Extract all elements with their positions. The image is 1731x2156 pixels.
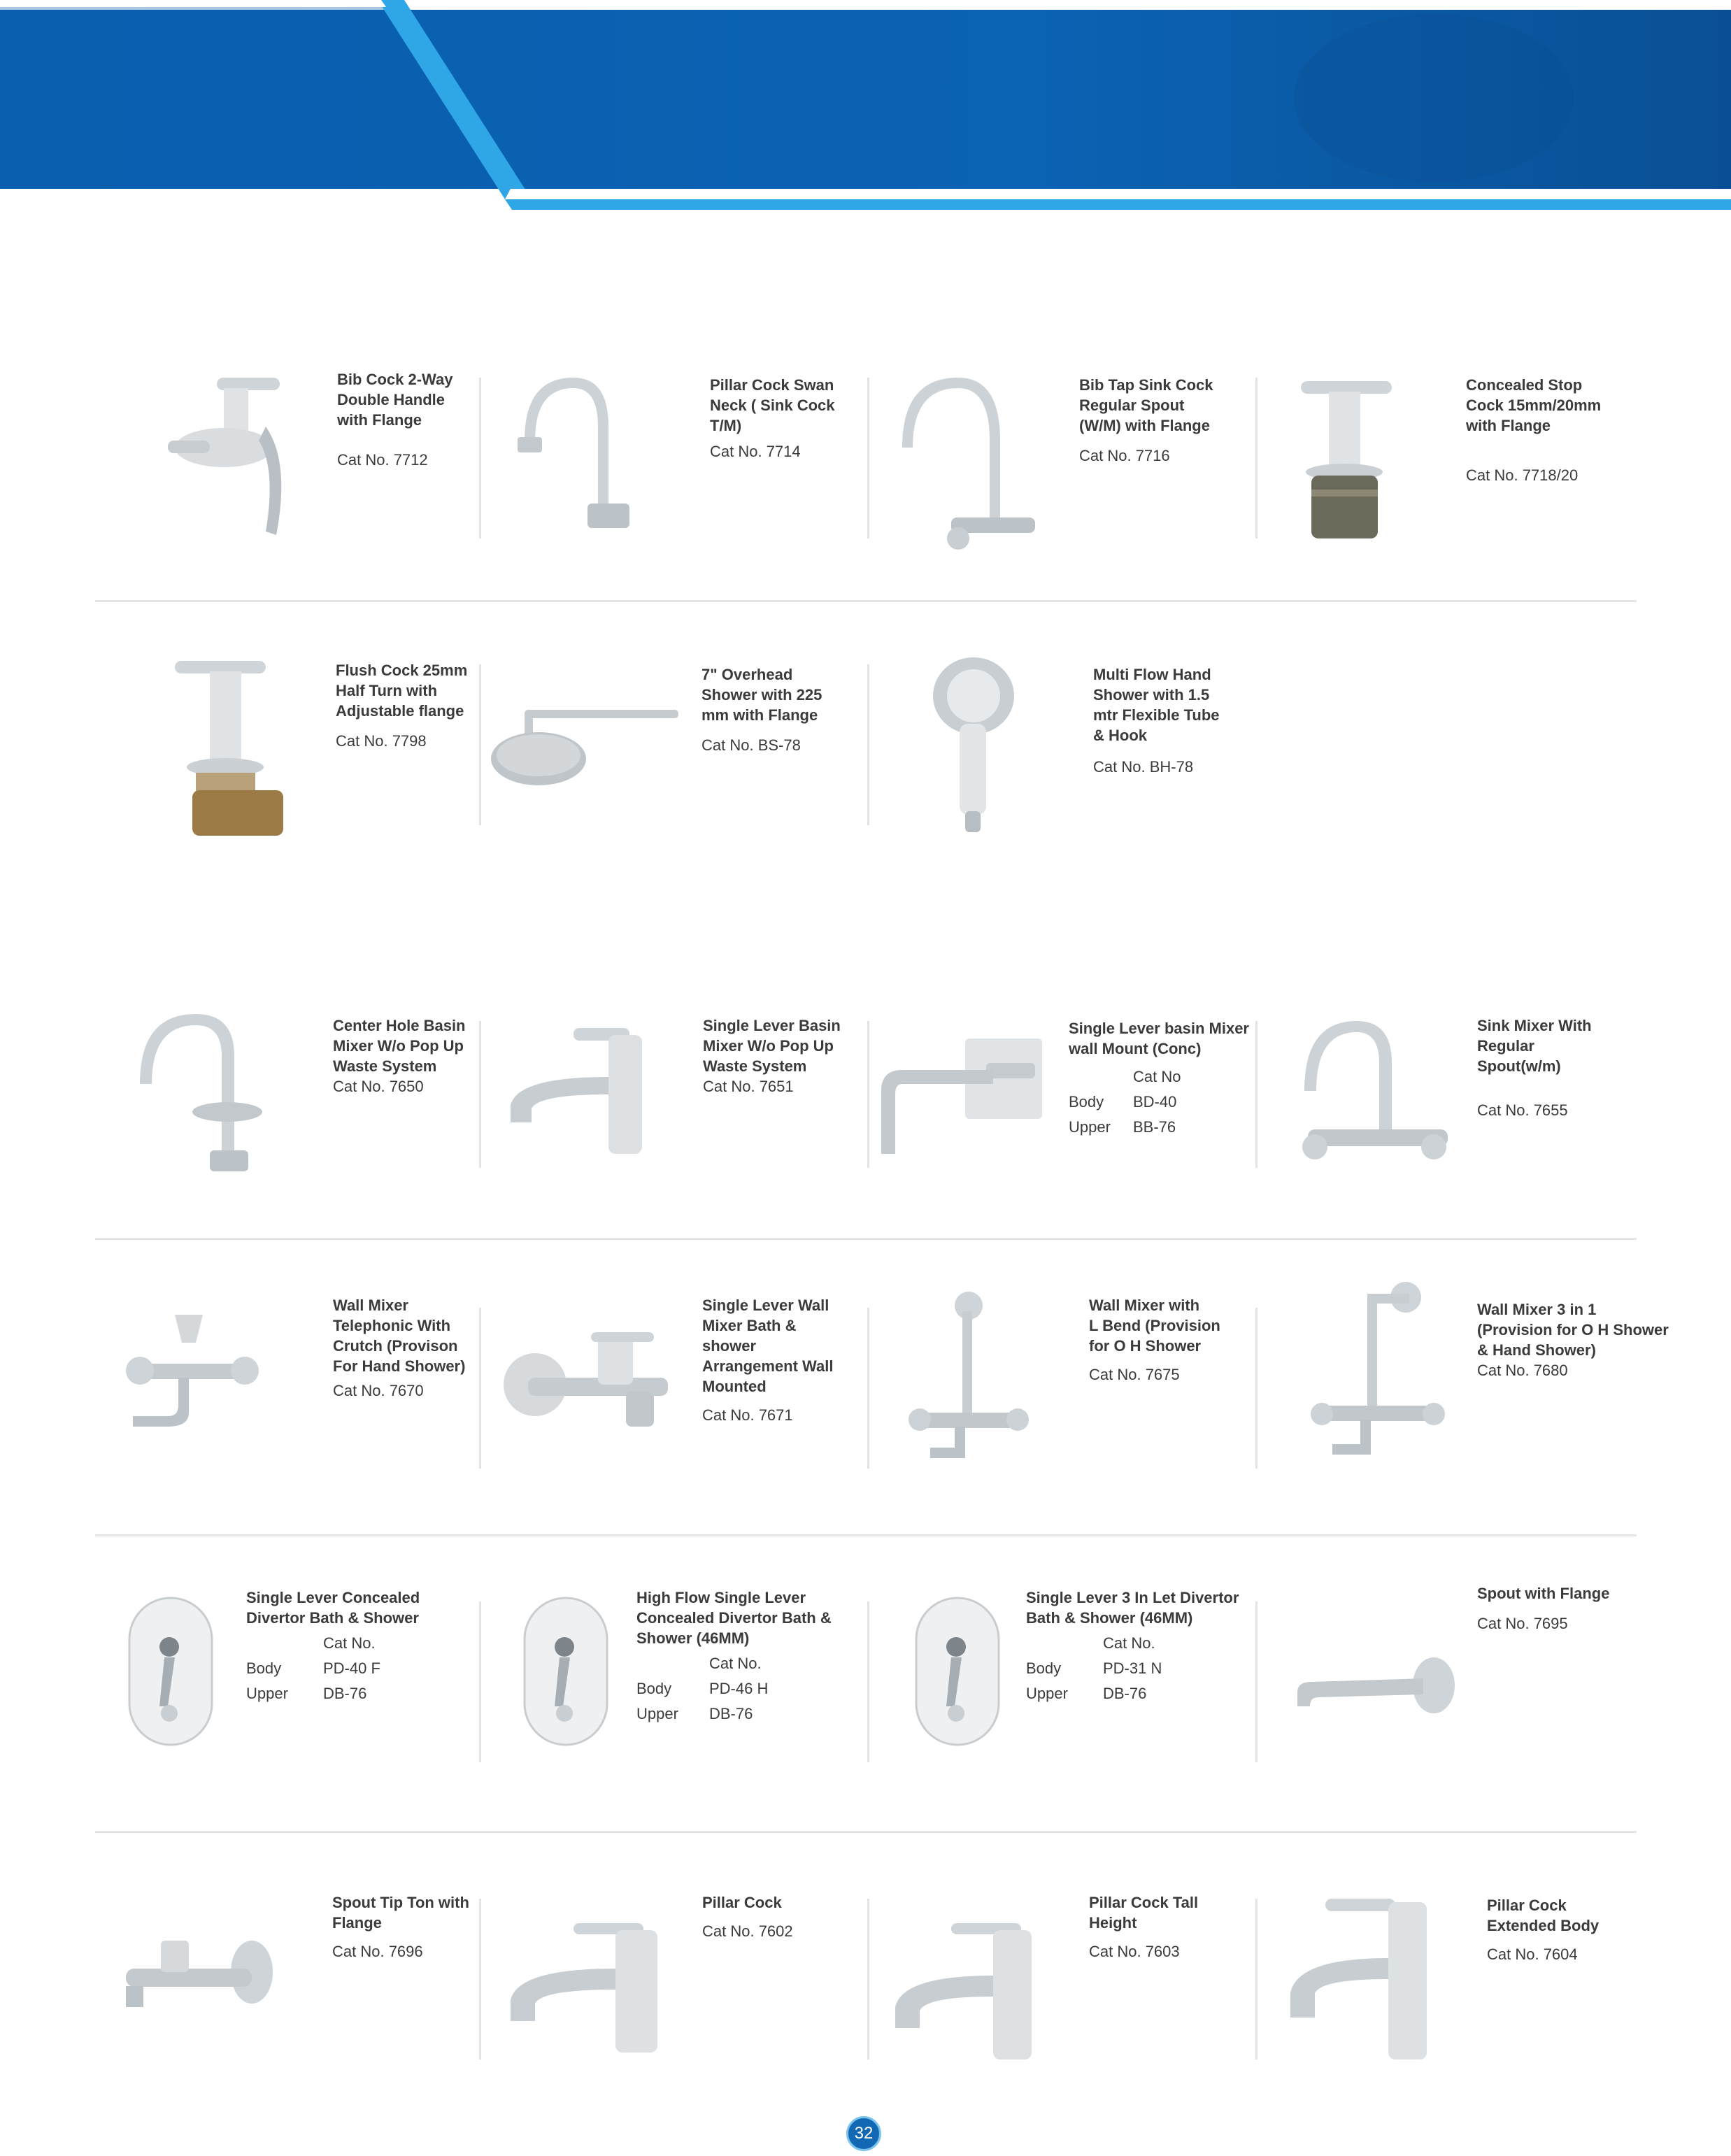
three-inlet-divertor-icon xyxy=(913,1594,1004,1748)
product-name: High Flow Single Lever Concealed Divertor Bath & Shower (46MM) xyxy=(636,1589,832,1647)
product-name: Center Hole Basin Mixer W/o Pop Up Waste System xyxy=(333,1017,466,1075)
page-number: 32 xyxy=(846,2116,881,2151)
cat-number: Cat No. BH-78 xyxy=(1093,758,1194,776)
product-name: Bib Cock 2-Way Double Handle with Flange xyxy=(337,371,453,429)
product-name: Wall Mixer with L Bend (Provision for O H Shower xyxy=(1089,1297,1220,1355)
cat-number: Cat No. 7712 xyxy=(337,451,428,469)
cat-number: Cat No. 7695 xyxy=(1477,1615,1568,1632)
cat-number: Cat No. 7714 xyxy=(710,443,801,460)
overhead-shower-icon xyxy=(490,678,685,797)
product-name: Single Lever Wall Mixer Bath & shower Arrangement Wall Mounted xyxy=(702,1297,834,1395)
product-name: 7" Overhead Shower with 225 mm with Flange xyxy=(701,666,822,724)
product-name: Spout Tip Ton with Flange xyxy=(332,1894,469,1932)
row-divider xyxy=(95,600,1637,602)
upper-label: Upper xyxy=(1026,1685,1068,1702)
product-name: Pillar Cock Swan Neck ( Sink Cock T/M) xyxy=(710,376,835,434)
product-name: Concealed Stop Cock 15mm/20mm with Flange xyxy=(1466,376,1602,434)
cat-number: Cat No. BS-78 xyxy=(701,736,801,754)
body-cat-number: PD-40 F xyxy=(323,1659,380,1677)
column-divider xyxy=(479,1601,481,1762)
concealed-stop-cock-icon xyxy=(1287,371,1413,545)
upper-cat-number: DB-76 xyxy=(1103,1685,1147,1702)
concealed-divertor-icon xyxy=(126,1594,217,1748)
wall-mount-basin-mixer-icon xyxy=(874,1035,1070,1154)
upper-label: Upper xyxy=(246,1685,288,1702)
wall-mixer-3-in-1-icon xyxy=(1301,1280,1455,1476)
product-name: Single Lever basin Mixer wall Mount (Conc) xyxy=(1069,1020,1249,1057)
product-name: Bib Tap Sink Cock Regular Spout (W/M) with Flange xyxy=(1079,376,1213,434)
column-divider xyxy=(867,1601,869,1762)
product-name: Wall Mixer 3 in 1 (Provision for O H Shower & Hand Shower) xyxy=(1477,1301,1669,1359)
cat-number: Cat No. 7680 xyxy=(1477,1362,1568,1379)
bib-tap-sink-cock-icon xyxy=(888,364,1042,552)
cat-number: Cat No. 7602 xyxy=(702,1922,793,1940)
column-divider xyxy=(1255,1601,1258,1762)
cat-number: Cat No. 7718/20 xyxy=(1466,466,1579,484)
upper-cat-number: DB-76 xyxy=(709,1705,753,1722)
hand-shower-icon xyxy=(930,654,1021,836)
product-name: Single Lever Concealed Divertor Bath & Shower xyxy=(246,1589,420,1627)
header-banner xyxy=(0,0,1731,217)
cat-no-header: Cat No. xyxy=(1103,1634,1155,1652)
product-name: Pillar Cock xyxy=(702,1894,782,1911)
cat-number: Cat No. 7798 xyxy=(336,732,427,750)
cat-no-header: Cat No. xyxy=(323,1634,376,1652)
body-label: Body xyxy=(1069,1093,1104,1111)
cat-number: Cat No. 7603 xyxy=(1089,1943,1180,1960)
pillar-cock-tall-icon xyxy=(888,1909,1063,2063)
pillar-cock-icon xyxy=(504,1902,678,2056)
product-name: Wall Mixer Telephonic With Crutch (Provison For Hand Shower) xyxy=(333,1297,466,1375)
cat-number: Cat No. 7696 xyxy=(332,1943,423,1960)
body-label: Body xyxy=(1026,1659,1062,1677)
cat-number: Cat No. 7716 xyxy=(1079,447,1170,464)
product-name: Pillar Cock Tall Height xyxy=(1089,1894,1199,1932)
upper-label: Upper xyxy=(636,1705,678,1722)
product-name: Sink Mixer With Regular Spout(w/m) xyxy=(1477,1017,1592,1075)
product-name: Flush Cock 25mm Half Turn with Adjustable flange xyxy=(336,662,468,720)
pillar-cock-extended-icon xyxy=(1283,1888,1451,2063)
wall-mixer-l-bend-icon xyxy=(902,1290,1035,1479)
upper-cat-number: BB-76 xyxy=(1133,1118,1176,1136)
body-label: Body xyxy=(246,1659,282,1677)
product-name: Spout with Flange xyxy=(1477,1585,1610,1602)
center-hole-basin-mixer-icon xyxy=(129,1007,269,1175)
body-cat-number: BD-40 xyxy=(1133,1093,1177,1111)
single-lever-basin-mixer-icon xyxy=(504,1021,671,1161)
cat-number: Cat No. 7604 xyxy=(1487,1946,1578,1963)
upper-cat-number: DB-76 xyxy=(323,1685,367,1702)
single-lever-wall-mixer-icon xyxy=(500,1329,682,1455)
row-divider xyxy=(95,1831,1637,1833)
body-label: Body xyxy=(636,1680,672,1697)
product-name: Single Lever 3 In Let Divertor Bath & Shower (46MM) xyxy=(1026,1589,1239,1627)
product-name: Pillar Cock Extended Body xyxy=(1487,1897,1600,1934)
high-flow-divertor-icon xyxy=(521,1594,612,1748)
cat-number: Cat No. 7655 xyxy=(1477,1101,1568,1119)
sink-mixer-icon xyxy=(1294,1014,1455,1175)
body-cat-number: PD-31 N xyxy=(1103,1659,1162,1677)
cat-no-header: Cat No xyxy=(1133,1068,1181,1085)
product-name: Single Lever Basin Mixer W/o Pop Up Waste System xyxy=(703,1017,841,1075)
pillar-cock-swan-neck-icon xyxy=(504,364,643,538)
bib-cock-icon xyxy=(161,364,301,538)
cat-number: Cat No. 7650 xyxy=(333,1078,424,1095)
row-divider xyxy=(95,1534,1637,1536)
row-divider xyxy=(95,1238,1637,1240)
spout-tip-ton-icon xyxy=(112,1930,280,2028)
body-cat-number: PD-46 H xyxy=(709,1680,769,1697)
spout-with-flange-icon xyxy=(1290,1654,1458,1724)
cat-number: Cat No. 7651 xyxy=(703,1078,794,1095)
wall-mixer-telephonic-icon xyxy=(119,1301,266,1455)
upper-label: Upper xyxy=(1069,1118,1111,1136)
cat-number: Cat No. 7671 xyxy=(702,1406,793,1424)
flush-cock-icon xyxy=(168,654,301,843)
cat-number: Cat No. 7670 xyxy=(333,1382,424,1399)
product-name: Multi Flow Hand Shower with 1.5 mtr Flexible Tube & Hook xyxy=(1093,666,1220,744)
cat-no-header: Cat No. xyxy=(709,1655,762,1672)
cat-number: Cat No. 7675 xyxy=(1089,1366,1180,1383)
